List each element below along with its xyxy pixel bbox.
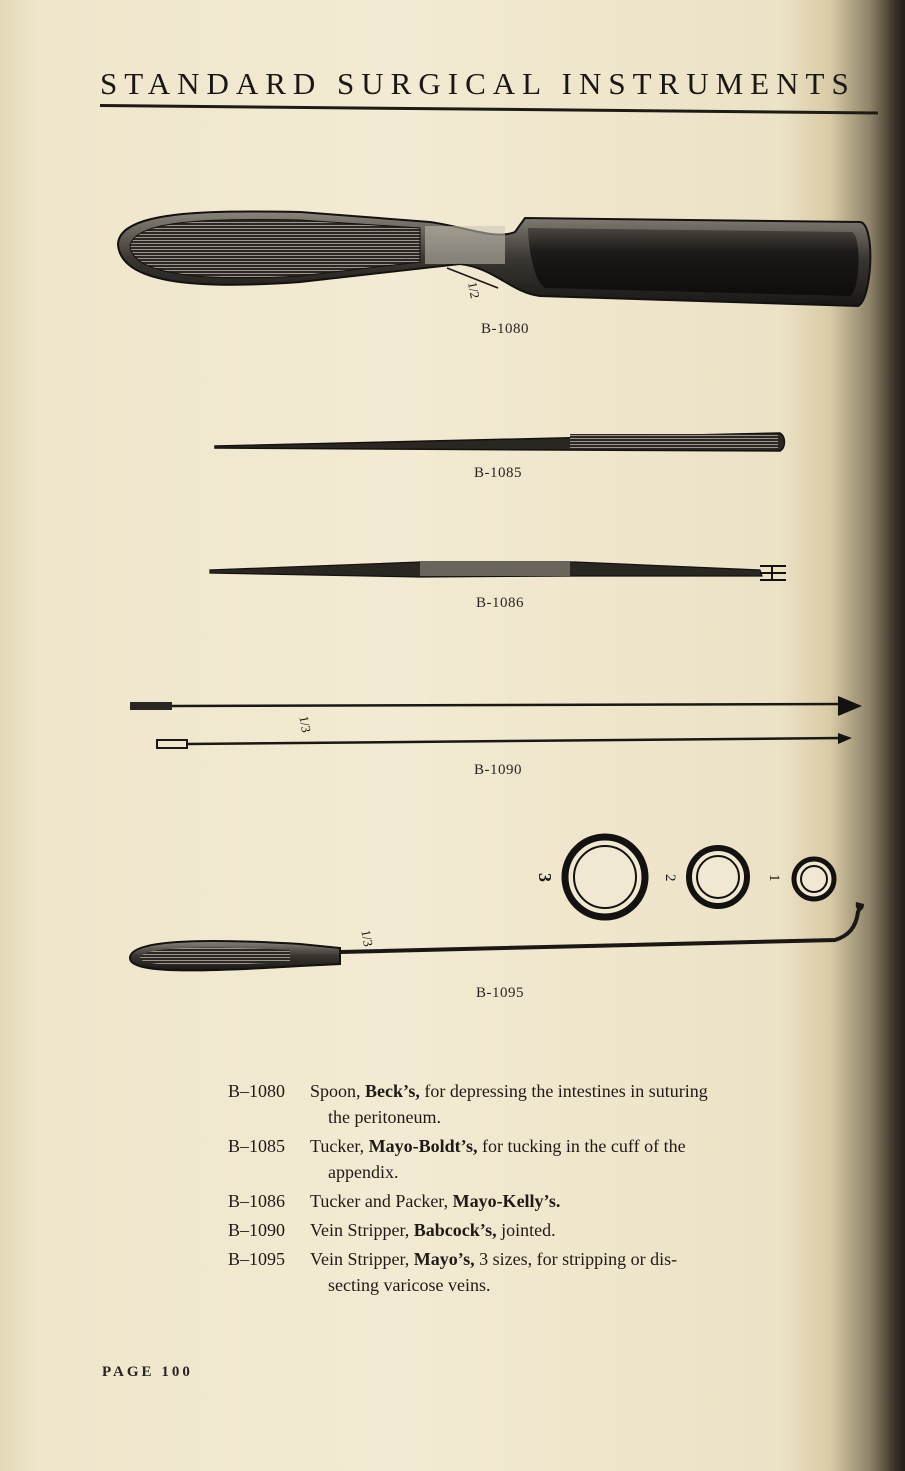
item-detail-cont: the peritoneum. <box>328 1107 441 1127</box>
tucker-illustration <box>215 433 785 451</box>
description-item <box>228 1078 788 1130</box>
item-type: Spoon, <box>310 1081 361 1101</box>
item-text <box>310 1217 788 1243</box>
item-name: Beck’s, <box>365 1081 420 1101</box>
item-name: Mayo’s, <box>413 1249 475 1269</box>
item-code: B–1085 <box>228 1136 286 1156</box>
page-number-value: 100 <box>161 1364 193 1380</box>
item-text <box>310 1133 788 1185</box>
figure-caption-b1086: B-1086 <box>476 595 524 611</box>
figure-caption-b1080: B-1080 <box>481 321 529 337</box>
item-detail: 3 sizes, for stripping or dis- <box>479 1249 678 1269</box>
item-text <box>310 1246 788 1298</box>
ring-size-3: 3 <box>535 873 555 882</box>
item-code: B–1080 <box>228 1081 286 1101</box>
description-list <box>228 1078 788 1301</box>
item-name: Babcock’s, <box>413 1220 497 1240</box>
page-label: PAGE <box>102 1364 155 1380</box>
item-type: Vein Stripper, <box>310 1249 410 1269</box>
figure-caption-b1090: B-1090 <box>474 762 522 778</box>
item-detail: jointed. <box>501 1220 556 1240</box>
figure-caption-b1085: B-1085 <box>474 465 522 481</box>
description-item <box>228 1133 788 1185</box>
description-item <box>228 1246 788 1298</box>
description-item <box>228 1188 788 1214</box>
item-detail-cont: secting varicose veins. <box>328 1275 491 1295</box>
item-detail: for tucking in the cuff of the <box>481 1136 686 1156</box>
vein-stripper-babcock-illustration <box>130 696 862 748</box>
item-detail: for depressing the intestines in suturing <box>424 1081 708 1101</box>
item-detail-cont: appendix. <box>328 1162 399 1182</box>
item-name: Mayo-Boldt’s, <box>368 1136 478 1156</box>
item-name: Mayo-Kelly’s. <box>452 1191 561 1211</box>
item-type: Tucker and Packer, <box>310 1191 449 1211</box>
ring-size-2: 2 <box>662 874 678 882</box>
item-code: B–1090 <box>228 1220 286 1240</box>
item-text <box>310 1188 788 1214</box>
item-code: B–1086 <box>228 1191 286 1211</box>
page-number <box>102 1364 193 1381</box>
item-text <box>310 1078 788 1130</box>
description-item <box>228 1217 788 1243</box>
vein-stripper-mayo-illustration <box>130 837 864 970</box>
figure-caption-b1095: B-1095 <box>476 985 524 1001</box>
spoon-size-mark: 1/2 <box>465 280 483 300</box>
item-type: Tucker, <box>310 1136 365 1156</box>
spoon-illustration <box>118 211 870 306</box>
item-type: Vein Stripper, <box>310 1220 410 1240</box>
tucker-packer-illustration <box>210 562 786 580</box>
babcock-size-mark: 1/3 <box>296 714 315 734</box>
ring-size-1: 1 <box>766 874 782 882</box>
item-code: B–1095 <box>228 1249 286 1269</box>
page-header: STANDARD SURGICAL INSTRUMENTS <box>100 66 856 101</box>
mayo-size-mark: 1/3 <box>358 928 377 948</box>
